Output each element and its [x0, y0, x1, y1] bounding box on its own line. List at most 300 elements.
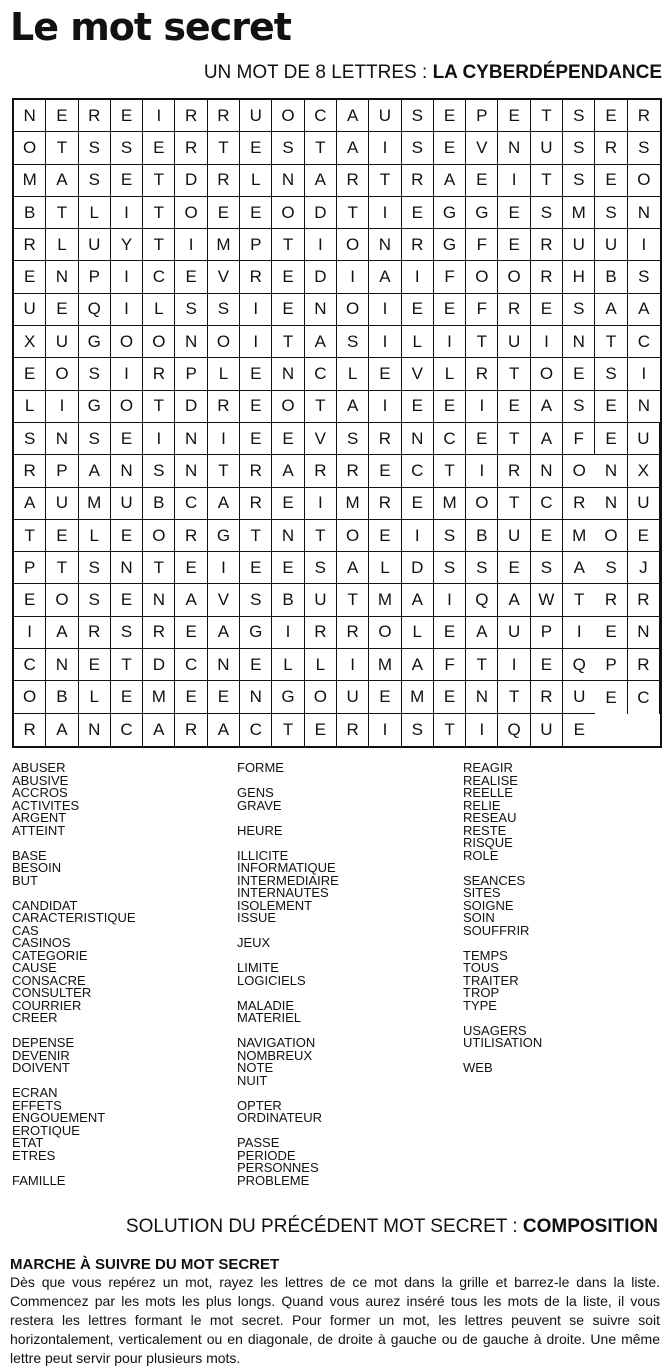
grid-cell[interactable]: C [143, 261, 175, 293]
grid-cell[interactable]: O [143, 520, 175, 552]
grid-cell[interactable]: F [466, 294, 498, 326]
grid-cell[interactable]: E [175, 552, 207, 584]
grid-cell[interactable]: N [175, 455, 207, 487]
grid-cell[interactable]: S [434, 520, 466, 552]
grid-cell[interactable]: M [563, 197, 595, 229]
grid-cell[interactable]: D [143, 649, 175, 681]
grid-cell[interactable]: I [466, 455, 498, 487]
grid-cell[interactable]: A [208, 714, 240, 746]
grid-cell[interactable]: T [240, 520, 272, 552]
grid-cell[interactable]: I [111, 358, 143, 390]
grid-cell[interactable]: O [111, 391, 143, 423]
grid-cell[interactable]: N [14, 100, 46, 132]
grid-cell[interactable]: S [79, 423, 111, 455]
grid-cell[interactable]: L [46, 229, 78, 261]
grid-cell[interactable]: M [563, 520, 595, 552]
grid-cell[interactable]: F [563, 423, 595, 455]
grid-cell[interactable]: E [175, 261, 207, 293]
grid-cell[interactable]: A [175, 584, 207, 616]
grid-cell[interactable]: R [369, 488, 401, 520]
grid-cell[interactable]: R [208, 100, 240, 132]
grid-cell[interactable]: E [434, 132, 466, 164]
grid-cell[interactable]: M [369, 649, 401, 681]
grid-cell[interactable]: V [466, 132, 498, 164]
grid-cell[interactable]: S [79, 584, 111, 616]
grid-cell[interactable]: S [79, 358, 111, 390]
grid-cell[interactable]: S [466, 552, 498, 584]
grid-cell[interactable]: A [79, 455, 111, 487]
grid-cell[interactable]: E [628, 520, 660, 552]
grid-cell[interactable]: E [402, 391, 434, 423]
grid-cell[interactable]: U [46, 488, 78, 520]
grid-cell[interactable]: R [208, 391, 240, 423]
grid-cell[interactable]: R [79, 617, 111, 649]
grid-cell[interactable]: U [305, 584, 337, 616]
grid-cell[interactable]: R [595, 584, 627, 616]
grid-cell[interactable]: T [498, 423, 530, 455]
grid-cell[interactable]: A [337, 132, 369, 164]
grid-cell[interactable]: T [466, 326, 498, 358]
grid-cell[interactable]: E [240, 423, 272, 455]
grid-cell[interactable]: T [531, 100, 563, 132]
grid-cell[interactable]: L [402, 326, 434, 358]
grid-cell[interactable]: I [434, 326, 466, 358]
grid-cell[interactable]: A [498, 584, 530, 616]
grid-cell[interactable]: R [143, 617, 175, 649]
grid-cell[interactable]: T [46, 197, 78, 229]
grid-cell[interactable]: E [563, 358, 595, 390]
grid-cell[interactable]: X [628, 455, 660, 487]
grid-cell[interactable]: I [369, 391, 401, 423]
grid-cell[interactable]: N [595, 488, 627, 520]
grid-cell[interactable]: E [240, 552, 272, 584]
grid-cell[interactable]: N [628, 197, 660, 229]
grid-cell[interactable]: N [272, 165, 304, 197]
grid-cell[interactable]: C [531, 488, 563, 520]
grid-cell[interactable]: S [402, 132, 434, 164]
grid-cell[interactable]: P [175, 358, 207, 390]
grid-cell[interactable]: N [111, 455, 143, 487]
grid-cell[interactable]: P [531, 617, 563, 649]
grid-cell[interactable]: B [143, 488, 175, 520]
grid-cell[interactable]: E [272, 261, 304, 293]
grid-cell[interactable]: E [272, 294, 304, 326]
grid-cell[interactable]: C [175, 488, 207, 520]
grid-cell[interactable]: N [272, 358, 304, 390]
grid-cell[interactable]: D [402, 552, 434, 584]
grid-cell[interactable]: R [369, 423, 401, 455]
grid-cell[interactable]: L [143, 294, 175, 326]
grid-cell[interactable]: I [628, 358, 660, 390]
grid-cell[interactable]: E [434, 294, 466, 326]
grid-cell[interactable]: A [402, 584, 434, 616]
grid-cell[interactable]: I [208, 423, 240, 455]
grid-cell[interactable]: A [272, 455, 304, 487]
grid-cell[interactable]: U [111, 488, 143, 520]
grid-cell[interactable]: D [175, 391, 207, 423]
grid-cell[interactable]: F [466, 229, 498, 261]
grid-cell[interactable]: E [111, 520, 143, 552]
grid-cell[interactable]: S [111, 617, 143, 649]
grid-cell[interactable]: R [240, 455, 272, 487]
grid-cell[interactable]: T [531, 165, 563, 197]
grid-cell[interactable]: O [46, 584, 78, 616]
grid-cell[interactable]: N [79, 714, 111, 746]
grid-cell[interactable]: B [272, 584, 304, 616]
grid-cell[interactable]: I [369, 132, 401, 164]
grid-cell[interactable]: E [111, 100, 143, 132]
grid-cell[interactable]: L [79, 520, 111, 552]
grid-cell[interactable]: L [434, 358, 466, 390]
grid-cell[interactable]: S [305, 552, 337, 584]
grid-cell[interactable]: E [272, 552, 304, 584]
grid-cell[interactable]: A [337, 552, 369, 584]
grid-cell[interactable]: E [111, 423, 143, 455]
grid-cell[interactable]: U [531, 714, 563, 746]
grid-cell[interactable]: N [563, 326, 595, 358]
grid-cell[interactable]: P [466, 100, 498, 132]
grid-cell[interactable]: E [369, 681, 401, 713]
grid-cell[interactable]: E [498, 229, 530, 261]
grid-cell[interactable]: E [498, 391, 530, 423]
grid-cell[interactable]: B [46, 681, 78, 713]
grid-cell[interactable]: I [402, 520, 434, 552]
grid-cell[interactable]: S [563, 391, 595, 423]
grid-cell[interactable]: O [531, 358, 563, 390]
grid-cell[interactable]: A [337, 100, 369, 132]
grid-cell[interactable]: S [628, 132, 660, 164]
grid-cell[interactable]: U [369, 100, 401, 132]
grid-cell[interactable]: G [208, 520, 240, 552]
grid-cell[interactable]: E [46, 100, 78, 132]
grid-cell[interactable]: I [466, 714, 498, 746]
grid-cell[interactable]: R [175, 714, 207, 746]
grid-cell[interactable]: E [595, 165, 627, 197]
grid-cell[interactable]: I [369, 714, 401, 746]
grid-cell[interactable]: T [14, 520, 46, 552]
grid-cell[interactable]: T [498, 358, 530, 390]
grid-cell[interactable]: R [305, 455, 337, 487]
grid-cell[interactable]: T [498, 681, 530, 713]
grid-cell[interactable]: R [531, 229, 563, 261]
grid-cell[interactable]: I [402, 261, 434, 293]
grid-cell[interactable]: T [143, 552, 175, 584]
grid-cell[interactable]: T [272, 229, 304, 261]
grid-cell[interactable]: R [402, 165, 434, 197]
grid-cell[interactable]: T [434, 455, 466, 487]
grid-cell[interactable]: W [531, 584, 563, 616]
grid-cell[interactable]: T [498, 488, 530, 520]
grid-cell[interactable]: R [628, 584, 660, 616]
grid-cell[interactable]: S [337, 423, 369, 455]
grid-cell[interactable]: O [208, 326, 240, 358]
grid-cell[interactable]: E [434, 617, 466, 649]
grid-cell[interactable]: E [434, 391, 466, 423]
grid-cell[interactable]: I [175, 229, 207, 261]
grid-cell[interactable]: R [175, 520, 207, 552]
grid-cell[interactable]: R [14, 229, 46, 261]
grid-cell[interactable]: L [240, 165, 272, 197]
grid-cell[interactable]: E [240, 197, 272, 229]
grid-cell[interactable]: S [79, 165, 111, 197]
grid-cell[interactable]: T [272, 714, 304, 746]
grid-cell[interactable]: U [531, 132, 563, 164]
grid-cell[interactable]: U [337, 681, 369, 713]
grid-cell[interactable]: N [531, 455, 563, 487]
grid-cell[interactable]: L [402, 617, 434, 649]
grid-cell[interactable]: I [369, 326, 401, 358]
grid-cell[interactable]: S [143, 455, 175, 487]
grid-cell[interactable]: I [208, 552, 240, 584]
grid-cell[interactable]: S [595, 358, 627, 390]
grid-cell[interactable]: B [14, 197, 46, 229]
grid-cell[interactable]: R [305, 617, 337, 649]
grid-cell[interactable]: M [143, 681, 175, 713]
grid-cell[interactable]: E [272, 488, 304, 520]
grid-cell[interactable]: L [369, 552, 401, 584]
grid-cell[interactable]: O [14, 681, 46, 713]
grid-cell[interactable]: H [563, 261, 595, 293]
grid-cell[interactable]: C [305, 358, 337, 390]
grid-cell[interactable]: E [402, 488, 434, 520]
grid-cell[interactable]: I [498, 649, 530, 681]
grid-cell[interactable]: S [402, 100, 434, 132]
grid-cell[interactable]: N [143, 584, 175, 616]
grid-cell[interactable]: R [143, 358, 175, 390]
grid-cell[interactable]: R [240, 261, 272, 293]
grid-cell[interactable]: Q [79, 294, 111, 326]
grid-cell[interactable]: L [14, 391, 46, 423]
grid-cell[interactable]: A [14, 488, 46, 520]
grid-cell[interactable]: U [563, 681, 595, 713]
grid-cell[interactable]: I [337, 649, 369, 681]
grid-cell[interactable]: E [240, 649, 272, 681]
grid-cell[interactable]: N [175, 326, 207, 358]
grid-cell[interactable]: T [305, 391, 337, 423]
grid-cell[interactable]: E [14, 584, 46, 616]
grid-cell[interactable]: P [595, 649, 627, 681]
grid-cell[interactable]: N [595, 455, 627, 487]
grid-cell[interactable]: I [272, 617, 304, 649]
grid-cell[interactable]: D [305, 197, 337, 229]
grid-cell[interactable]: A [46, 617, 78, 649]
grid-cell[interactable]: R [14, 714, 46, 746]
grid-cell[interactable]: E [240, 358, 272, 390]
grid-cell[interactable]: S [208, 294, 240, 326]
grid-cell[interactable]: G [79, 391, 111, 423]
grid-cell[interactable]: R [498, 294, 530, 326]
grid-cell[interactable]: A [208, 617, 240, 649]
grid-cell[interactable]: L [272, 649, 304, 681]
grid-cell[interactable]: L [79, 681, 111, 713]
grid-cell[interactable]: E [402, 294, 434, 326]
grid-cell[interactable]: A [208, 488, 240, 520]
grid-cell[interactable]: P [46, 455, 78, 487]
grid-cell[interactable]: G [272, 681, 304, 713]
grid-cell[interactable]: C [14, 649, 46, 681]
grid-cell[interactable]: I [14, 617, 46, 649]
grid-cell[interactable]: P [79, 261, 111, 293]
grid-cell[interactable]: I [305, 229, 337, 261]
grid-cell[interactable]: V [305, 423, 337, 455]
grid-cell[interactable]: R [563, 488, 595, 520]
grid-cell[interactable]: E [466, 423, 498, 455]
grid-cell[interactable]: O [466, 261, 498, 293]
grid-cell[interactable]: T [595, 326, 627, 358]
grid-cell[interactable]: C [628, 326, 660, 358]
grid-cell[interactable]: G [240, 617, 272, 649]
grid-cell[interactable]: S [240, 584, 272, 616]
grid-cell[interactable]: N [46, 649, 78, 681]
grid-cell[interactable]: T [369, 165, 401, 197]
grid-cell[interactable]: S [563, 132, 595, 164]
grid-cell[interactable]: R [337, 165, 369, 197]
grid-cell[interactable]: N [175, 423, 207, 455]
grid-cell[interactable]: M [369, 584, 401, 616]
grid-cell[interactable]: N [46, 423, 78, 455]
grid-cell[interactable]: E [498, 100, 530, 132]
grid-cell[interactable]: A [305, 326, 337, 358]
grid-cell[interactable]: I [337, 261, 369, 293]
grid-cell[interactable]: T [143, 165, 175, 197]
grid-cell[interactable]: R [337, 617, 369, 649]
grid-cell[interactable]: T [143, 229, 175, 261]
grid-cell[interactable]: R [402, 229, 434, 261]
grid-cell[interactable]: C [240, 714, 272, 746]
grid-cell[interactable]: R [240, 488, 272, 520]
grid-cell[interactable]: O [628, 165, 660, 197]
grid-cell[interactable]: O [272, 100, 304, 132]
grid-cell[interactable]: R [208, 165, 240, 197]
grid-cell[interactable]: E [531, 520, 563, 552]
grid-cell[interactable]: O [46, 358, 78, 390]
grid-cell[interactable]: O [369, 617, 401, 649]
grid-cell[interactable]: L [305, 649, 337, 681]
grid-cell[interactable]: B [595, 261, 627, 293]
grid-cell[interactable]: N [240, 681, 272, 713]
grid-cell[interactable]: T [337, 197, 369, 229]
grid-cell[interactable]: E [498, 197, 530, 229]
grid-cell[interactable]: E [434, 100, 466, 132]
grid-cell[interactable]: R [466, 358, 498, 390]
grid-cell[interactable]: M [14, 165, 46, 197]
grid-cell[interactable]: S [434, 552, 466, 584]
grid-cell[interactable]: T [46, 552, 78, 584]
grid-cell[interactable]: E [79, 649, 111, 681]
grid-cell[interactable]: I [111, 197, 143, 229]
grid-cell[interactable]: N [46, 261, 78, 293]
grid-cell[interactable]: N [628, 617, 660, 649]
grid-cell[interactable]: I [498, 165, 530, 197]
grid-cell[interactable]: O [498, 261, 530, 293]
grid-cell[interactable]: C [111, 714, 143, 746]
grid-cell[interactable]: I [531, 326, 563, 358]
grid-cell[interactable]: I [111, 294, 143, 326]
grid-cell[interactable]: U [628, 423, 660, 455]
grid-cell[interactable]: S [628, 261, 660, 293]
grid-cell[interactable]: E [46, 520, 78, 552]
grid-cell[interactable]: P [14, 552, 46, 584]
grid-cell[interactable]: T [208, 455, 240, 487]
grid-cell[interactable]: R [79, 100, 111, 132]
grid-cell[interactable]: C [305, 100, 337, 132]
grid-cell[interactable]: O [595, 520, 627, 552]
grid-cell[interactable]: E [111, 584, 143, 616]
grid-cell[interactable]: R [531, 261, 563, 293]
grid-cell[interactable]: E [466, 165, 498, 197]
grid-cell[interactable]: S [402, 714, 434, 746]
grid-cell[interactable]: S [531, 552, 563, 584]
grid-cell[interactable]: E [143, 132, 175, 164]
grid-cell[interactable]: A [46, 165, 78, 197]
grid-cell[interactable]: I [143, 100, 175, 132]
grid-cell[interactable]: O [563, 455, 595, 487]
grid-cell[interactable]: I [466, 391, 498, 423]
grid-cell[interactable]: L [208, 358, 240, 390]
grid-cell[interactable]: I [369, 197, 401, 229]
grid-cell[interactable]: E [531, 294, 563, 326]
grid-cell[interactable]: I [369, 294, 401, 326]
grid-cell[interactable]: M [79, 488, 111, 520]
grid-cell[interactable]: N [111, 552, 143, 584]
grid-cell[interactable]: T [434, 714, 466, 746]
grid-cell[interactable]: O [272, 391, 304, 423]
grid-cell[interactable]: N [628, 391, 660, 423]
grid-cell[interactable]: C [175, 649, 207, 681]
grid-cell[interactable]: E [208, 681, 240, 713]
grid-cell[interactable]: A [466, 617, 498, 649]
grid-cell[interactable]: I [305, 488, 337, 520]
grid-cell[interactable]: I [111, 261, 143, 293]
grid-cell[interactable]: S [595, 197, 627, 229]
grid-cell[interactable]: V [402, 358, 434, 390]
grid-cell[interactable]: A [337, 391, 369, 423]
grid-cell[interactable]: E [208, 197, 240, 229]
grid-cell[interactable]: O [466, 488, 498, 520]
grid-cell[interactable]: O [337, 520, 369, 552]
grid-cell[interactable]: S [563, 165, 595, 197]
grid-cell[interactable]: C [402, 455, 434, 487]
grid-cell[interactable]: E [595, 423, 627, 455]
grid-cell[interactable]: U [79, 229, 111, 261]
grid-cell[interactable]: E [595, 617, 627, 649]
grid-cell[interactable]: N [369, 229, 401, 261]
grid-cell[interactable]: A [628, 294, 660, 326]
grid-cell[interactable]: E [305, 714, 337, 746]
grid-cell[interactable]: T [466, 649, 498, 681]
grid-cell[interactable]: E [369, 520, 401, 552]
grid-cell[interactable]: C [628, 681, 660, 713]
grid-cell[interactable]: R [498, 455, 530, 487]
grid-cell[interactable]: M [337, 488, 369, 520]
grid-cell[interactable]: T [46, 132, 78, 164]
grid-cell[interactable]: C [434, 423, 466, 455]
grid-cell[interactable]: E [498, 552, 530, 584]
grid-cell[interactable]: U [240, 100, 272, 132]
grid-cell[interactable]: T [337, 584, 369, 616]
grid-cell[interactable]: B [466, 520, 498, 552]
grid-cell[interactable]: E [573, 719, 585, 739]
grid-cell[interactable]: S [595, 552, 627, 584]
grid-cell[interactable]: E [402, 197, 434, 229]
grid-cell[interactable]: R [337, 714, 369, 746]
grid-cell[interactable]: G [434, 197, 466, 229]
grid-cell[interactable]: E [46, 294, 78, 326]
grid-cell[interactable]: Q [498, 714, 530, 746]
grid-cell[interactable]: R [628, 100, 660, 132]
grid-cell[interactable]: E [531, 649, 563, 681]
grid-cell[interactable]: P [240, 229, 272, 261]
